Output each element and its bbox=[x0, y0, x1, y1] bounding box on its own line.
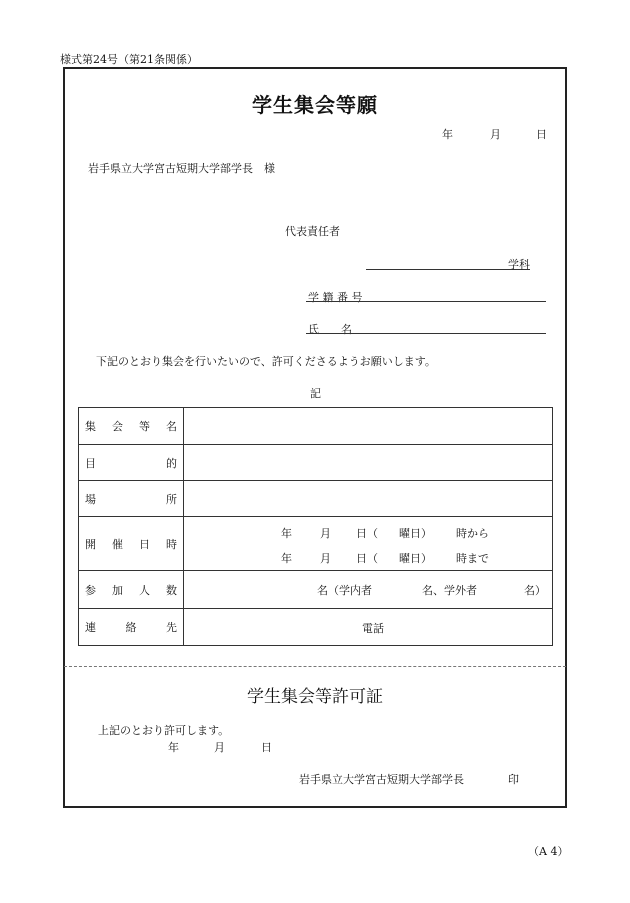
date-day: 日 bbox=[536, 128, 547, 141]
seal-mark: 印 bbox=[508, 773, 519, 786]
representative-heading: 代表責任者 bbox=[285, 225, 340, 238]
participants-field[interactable]: 名（学内者 名、学外者 名） bbox=[184, 571, 553, 609]
date-month: 月 bbox=[490, 128, 501, 141]
table-row bbox=[79, 609, 553, 646]
row-label-contact: 連 絡 先 bbox=[79, 609, 184, 646]
permit-date-month: 月 bbox=[214, 741, 225, 754]
paper-size: （A 4） bbox=[528, 845, 569, 858]
permit-date-day: 日 bbox=[261, 741, 272, 754]
student-number-label: 学 籍 番 号 bbox=[308, 291, 363, 304]
datetime-field[interactable]: 年 月 日（ 曜日） 時から 年 月 日（ 曜日） 時まで bbox=[184, 517, 553, 571]
row-label-datetime: 開 催 日 時 bbox=[79, 517, 184, 571]
purpose-field[interactable] bbox=[184, 445, 553, 481]
department-line[interactable] bbox=[366, 269, 530, 270]
permit-signature: 岩手県立大学宮古短期大学部学長 bbox=[299, 773, 464, 786]
row-label-place: 場 所 bbox=[79, 481, 184, 517]
details-table bbox=[78, 407, 553, 646]
table-row bbox=[79, 481, 553, 517]
table-row bbox=[79, 445, 553, 481]
permit-text: 上記のとおり許可します。 bbox=[98, 724, 230, 737]
row-label-purpose: 目 的 bbox=[79, 445, 184, 481]
request-text: 下記のとおり集会を行いたいので、許可くださるようお願いします。 bbox=[96, 355, 436, 368]
department-suffix: 学科 bbox=[508, 258, 530, 271]
name-line[interactable] bbox=[306, 333, 546, 334]
student-number-line[interactable] bbox=[306, 301, 546, 302]
cut-line bbox=[64, 666, 566, 667]
permit-title: 学生集会等許可証 bbox=[247, 687, 383, 707]
note-heading: 記 bbox=[310, 387, 321, 400]
permit-date-year: 年 bbox=[168, 741, 179, 754]
event-name-field[interactable] bbox=[184, 408, 553, 445]
table-row bbox=[79, 571, 553, 609]
row-label-event-name: 集 会 等 名 bbox=[79, 408, 184, 445]
row-label-participants: 参 加 人 数 bbox=[79, 571, 184, 609]
place-field[interactable] bbox=[184, 481, 553, 517]
name-label: 氏 名 bbox=[308, 323, 352, 336]
addressee: 岩手県立大学宮古短期大学部学長 様 bbox=[88, 162, 275, 175]
table-row bbox=[79, 408, 553, 445]
table-row bbox=[79, 517, 553, 571]
contact-field[interactable]: 電話 bbox=[184, 609, 553, 646]
page-title: 学生集会等願 bbox=[252, 93, 378, 117]
form-number: 様式第24号（第21条関係） bbox=[60, 53, 198, 66]
date-year: 年 bbox=[442, 128, 453, 141]
